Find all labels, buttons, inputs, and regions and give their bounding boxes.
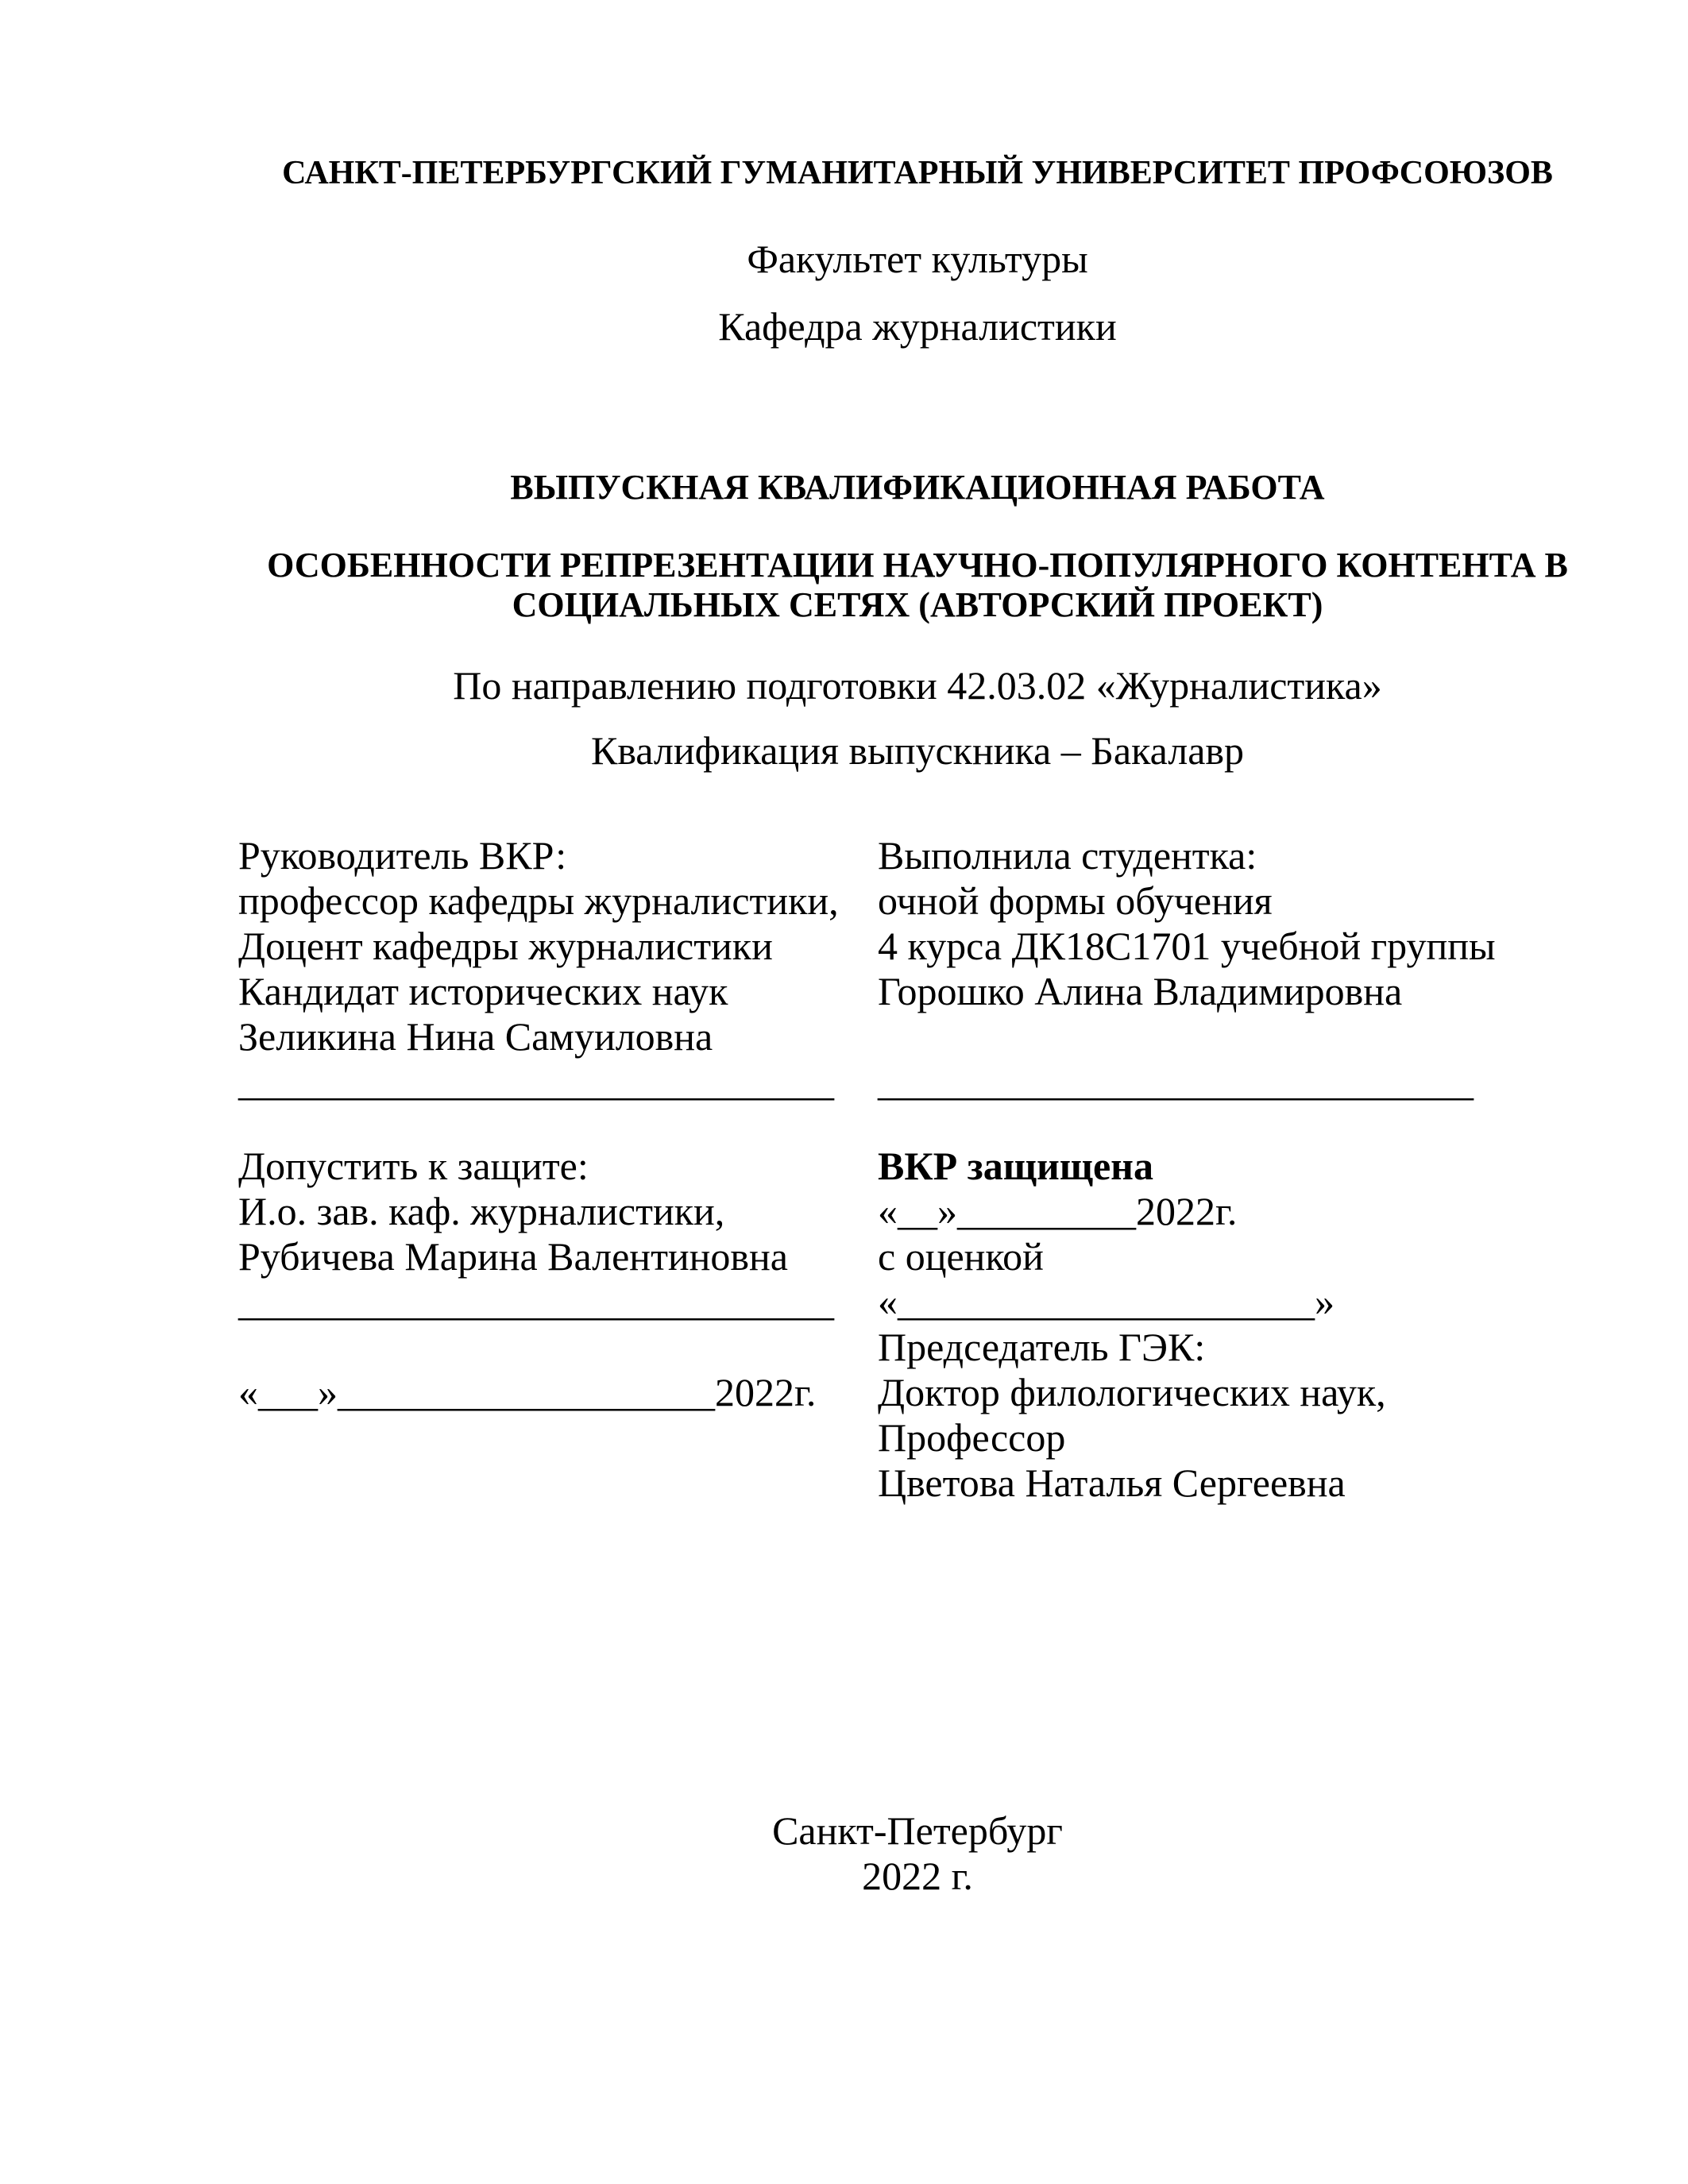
footer-year: 2022 г. bbox=[862, 1854, 973, 1898]
thesis-title-line-1: ОСОБЕННОСТИ РЕПРЕЗЕНТАЦИИ НАУЧНО-ПОПУЛЯРНОГО КОНТЕНТА В bbox=[267, 546, 1568, 585]
chairman-rank: Профессор bbox=[878, 1415, 1066, 1460]
chairman-degree: Доктор филологических наук, bbox=[878, 1370, 1386, 1414]
study-direction: По направлению подготовки 42.03.02 «Журналистика» bbox=[453, 663, 1382, 708]
supervisor-block bbox=[238, 833, 882, 1105]
signature-line: ______________________________ bbox=[878, 1059, 1474, 1104]
student-block bbox=[878, 833, 1521, 1105]
student-line: 4 курса ДК18С1701 учебной группы bbox=[878, 924, 1496, 968]
supervisor-name: Зеликина Нина Самуиловна bbox=[238, 1014, 713, 1059]
grade-line: «_____________________» bbox=[878, 1279, 1335, 1324]
student-line: очной формы обучения bbox=[878, 878, 1273, 923]
admission-block bbox=[238, 1144, 882, 1415]
defense-heading: ВКР защищена bbox=[878, 1144, 1153, 1188]
thesis-title-line-2: СОЦИАЛЬНЫХ СЕТЯХ (АВТОРСКИЙ ПРОЕКТ) bbox=[512, 585, 1323, 624]
defense-block bbox=[878, 1144, 1521, 1506]
signature-line: ______________________________ bbox=[238, 1279, 834, 1324]
work-type-heading: ВЫПУСКНАЯ КВАЛИФИКАЦИОННАЯ РАБОТА bbox=[510, 468, 1325, 507]
faculty-name: Факультет культуры bbox=[747, 237, 1088, 281]
defense-date-line: «__»_________2022г. bbox=[878, 1189, 1238, 1233]
supervisor-line: Руководитель ВКР: bbox=[238, 833, 567, 878]
student-line: Выполнила студентка: bbox=[878, 833, 1257, 878]
student-name: Горошко Алина Владимировна bbox=[878, 969, 1403, 1013]
blank-line bbox=[238, 1325, 882, 1370]
university-name: САНКТ-ПЕТЕРБУРГСКИЙ ГУМАНИТАРНЫЙ УНИВЕРСИТЕТ ПРОФСОЮЗОВ bbox=[282, 155, 1553, 191]
graduate-qualification: Квалификация выпускника – Бакалавр bbox=[590, 728, 1245, 773]
chairman-name: Цветова Наталья Сергеевна bbox=[878, 1461, 1346, 1505]
date-line: «___»___________________2022г. bbox=[238, 1370, 817, 1414]
footer-city: Санкт-Петербург bbox=[772, 1808, 1063, 1853]
supervisor-line: Доцент кафедры журналистики bbox=[238, 924, 773, 968]
signature-line: ______________________________ bbox=[238, 1059, 834, 1104]
department-name: Кафедра журналистики bbox=[718, 304, 1117, 349]
admission-line: И.о. зав. каф. журналистики, bbox=[238, 1189, 725, 1233]
supervisor-line: Кандидат исторических наук bbox=[238, 969, 728, 1013]
admission-name: Рубичева Марина Валентиновна bbox=[238, 1234, 788, 1279]
blank-line bbox=[878, 1014, 1521, 1059]
admission-line: Допустить к защите: bbox=[238, 1144, 589, 1188]
footer bbox=[238, 1808, 1597, 1899]
supervisor-line: профессор кафедры журналистики, bbox=[238, 878, 839, 923]
thesis-title bbox=[238, 546, 1597, 625]
grade-label: с оценкой bbox=[878, 1234, 1044, 1279]
chairman-label: Председатель ГЭК: bbox=[878, 1325, 1206, 1369]
